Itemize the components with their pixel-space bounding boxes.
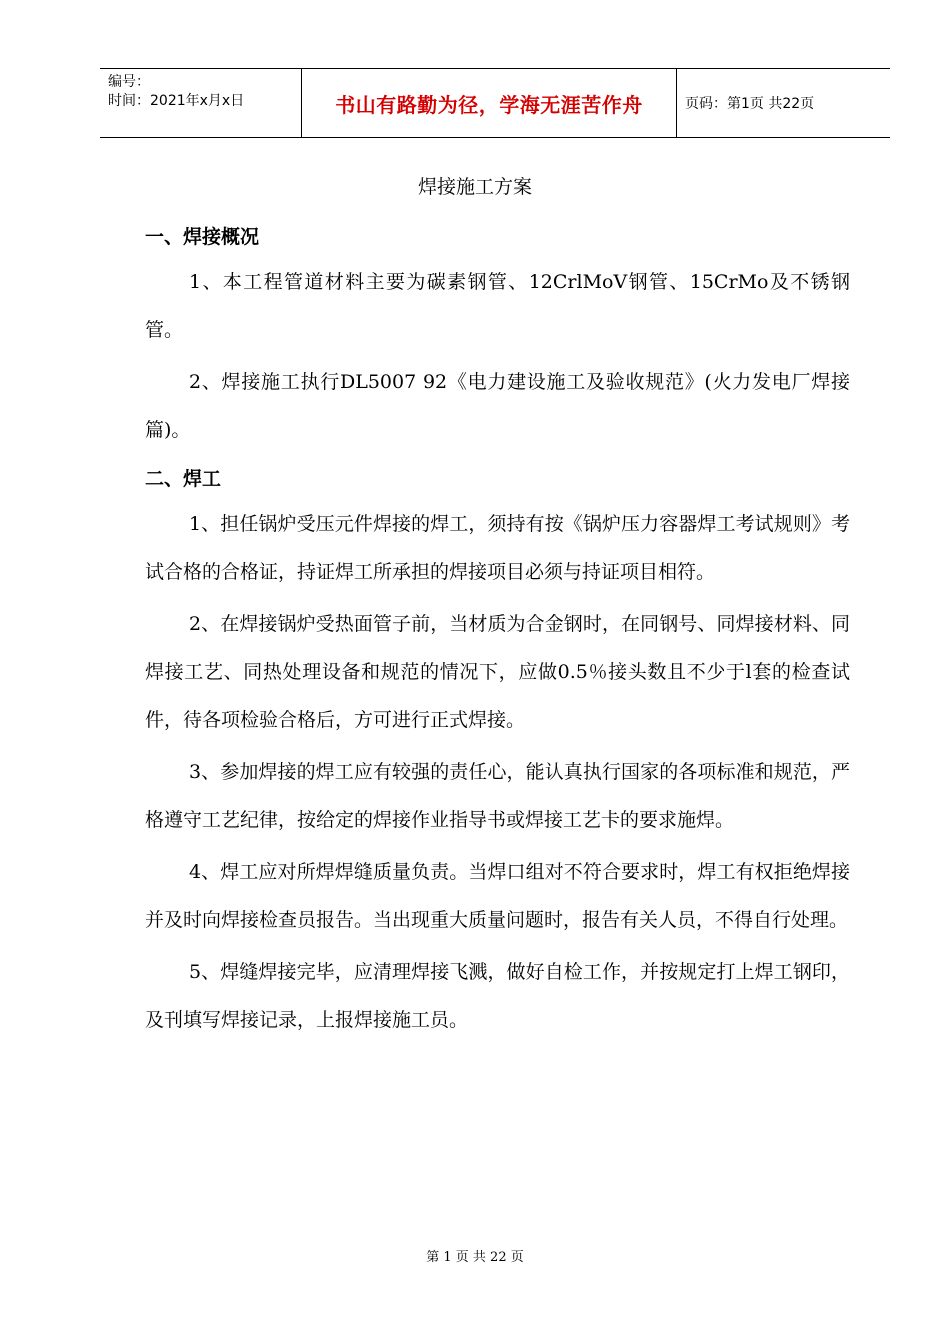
paragraph: 1、本工程管道材料主要为碳素钢管、12CrlMoV钢管、15CrMo及不锈钢管。 — [145, 271, 850, 341]
page-header — [100, 68, 890, 138]
section-overview — [145, 216, 850, 454]
page-footer: 第 1 页 共 22 页 — [426, 1250, 524, 1265]
header-meta — [100, 69, 302, 137]
section-welders — [145, 458, 850, 1044]
section-heading: 一、焊接概况 — [145, 226, 260, 248]
document-body — [145, 216, 850, 1048]
section-heading: 二、焊工 — [145, 468, 222, 490]
paragraph: 2、焊接施工执行DL5007 92《电力建设施工及验收规范》(火力发电厂焊接篇)。 — [145, 371, 850, 441]
paragraph: 3、参加焊接的焊工应有较强的责任心，能认真执行国家的各项标准和规范，严格遵守工艺纪律，按给定的焊接作业指导书或焊接工艺卡的要求施焊。 — [145, 761, 850, 831]
paragraph: 4、焊工应对所焊焊缝质量负责。当焊口组对不符合要求时，焊工有权拒绝焊接并及时向焊接检查员报告。当出现重大质量问题时，报告有关人员，不得自行处理。 — [145, 861, 850, 931]
document-time-label: 时间：2021年x月x日 — [108, 93, 245, 109]
paragraph: 1、担任锅炉受压元件焊接的焊工，须持有按《锅炉压力容器焊工考试规则》考试合格的合格证，持证焊工所承担的焊接项目必须与持证项目相符。 — [145, 513, 850, 583]
document-number-label: 编号： — [108, 74, 150, 90]
paragraph: 5、焊缝焊接完毕，应清理焊接飞溅，做好自检工作，并按规定打上焊工钢印，及刊填写焊接记录，上报焊接施工员。 — [145, 961, 850, 1031]
document-title: 焊接施工方案 — [417, 176, 532, 198]
paragraph: 2、在焊接锅炉受热面管子前，当材质为合金钢时，在同钢号、同焊接材料、同焊接工艺、同热处理设备和规范的情况下，应做0.5％接头数且不少于l套的检查试件，待各项检验合格后，方可进行正式焊接。 — [145, 613, 850, 731]
header-page-number: 页码：第1页 共22页 — [685, 96, 815, 112]
header-motto: 书山有路勤为径，学海无涯苦作舟 — [302, 69, 677, 137]
